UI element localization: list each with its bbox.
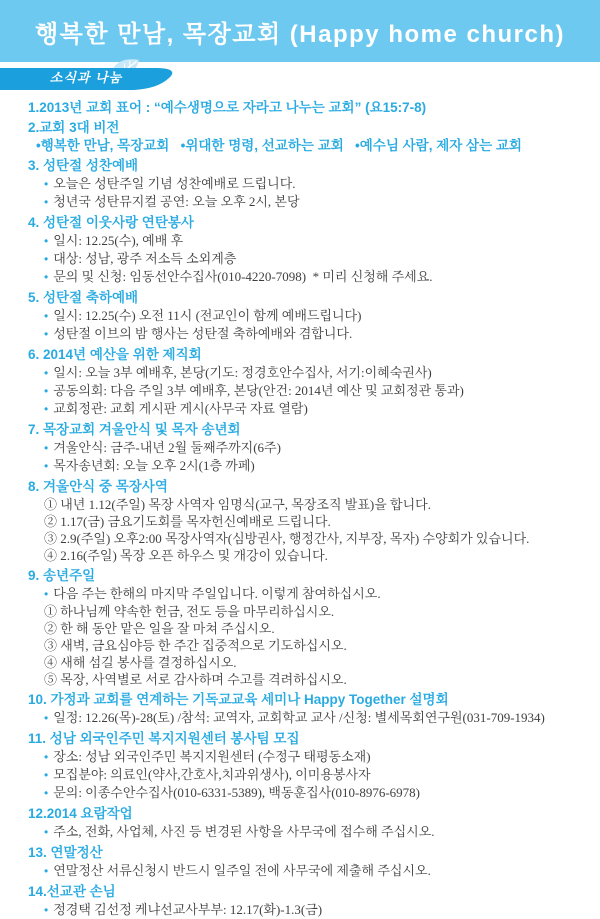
notice-item	[0, 805, 600, 841]
notice-item	[0, 567, 600, 688]
notice-heading: 1.2013년 교회 표어 : “예수생명으로 자라고 나누는 교회” (요15:7-8)	[28, 100, 427, 115]
notice-line	[44, 232, 592, 250]
notice-line	[44, 547, 592, 564]
bullet-icon: •	[44, 402, 49, 416]
notice-item	[0, 119, 600, 154]
notice-heading: 5. 성탄절 축하예배	[28, 290, 139, 305]
notice-line	[44, 784, 592, 802]
notice-line	[44, 382, 592, 400]
line-text: 일시: 오늘 3부 예배후, 본당(기도: 정경호안수집사, 서기:이혜숙권사)	[53, 365, 432, 380]
notice-heading: 4. 성탄절 이웃사랑 연탄봉사	[28, 215, 194, 230]
line-text: 일시: 12.25(수) 오전 11시 (전교인이 함께 예배드립니다)	[53, 308, 362, 323]
line-text: 교회정관: 교회 게시판 게시(사무국 자료 열람)	[53, 401, 308, 416]
notice-line	[44, 400, 592, 418]
notice-heading: 3. 성탄절 성찬예배	[28, 158, 139, 173]
notice-line	[44, 603, 592, 620]
bullet-icon: •	[44, 234, 49, 248]
notice-item	[0, 730, 600, 802]
line-text: 문의 및 신청: 임동선안수집사(010-4220-7098) * 미리 신청해 주세요.	[53, 269, 433, 284]
line-text: 일정: 12.26(목)-28(토) /참석: 교역자, 교회학교 교사 /신청: 별세목회연구원(031-709-1934)	[53, 710, 545, 725]
bullet-icon: •	[44, 309, 49, 323]
notice-heading: 6. 2014년 예산을 위한 제직회	[28, 347, 202, 362]
bullet-icon: •	[44, 459, 49, 473]
notice-line	[44, 530, 592, 547]
notice-line	[44, 862, 592, 880]
line-text: •행복한 만남, 목장교회 •위대한 명령, 선교하는 교회 •예수님 사람, 제자 삼는 교회	[36, 138, 522, 153]
notice-heading: 13. 연말정산	[28, 845, 103, 860]
line-text: 겨울안식: 금주-내년 2월 둘째주까지(6주)	[53, 440, 281, 455]
notice-line	[44, 513, 592, 530]
line-text: 정경택 김선정 케냐선교사부부: 12.17(화)-1.3(금)	[53, 902, 323, 917]
line-text: 청년국 성탄뮤지컬 공연: 오늘 오후 2시, 본당	[53, 194, 300, 209]
line-text: ⑤ 목장, 사역별로 서로 감사하며 수고를 격려하십시오.	[44, 672, 347, 687]
notice-item	[0, 844, 600, 880]
notice-line	[44, 307, 592, 325]
notice-line	[44, 250, 592, 268]
bullet-icon: •	[44, 864, 49, 878]
notice-heading: 8. 겨울안식 중 목장사역	[28, 479, 168, 494]
notice-line	[44, 709, 592, 727]
notice-heading: 14.선교관 손님	[28, 884, 116, 899]
notice-line	[44, 654, 592, 671]
notice-item	[0, 214, 600, 286]
notice-line	[44, 193, 592, 211]
ribbon-label: 소식과 나눔	[49, 70, 123, 85]
banner	[0, 0, 600, 62]
line-text: ① 내년 1.12(주일) 목장 사역자 임명식(교구, 목장조직 발표)을 합니다.	[44, 497, 431, 512]
bullet-icon: •	[44, 825, 49, 839]
bullet-icon: •	[44, 366, 49, 380]
notice-item	[0, 478, 600, 564]
notice-heading: 9. 송년주일	[28, 568, 96, 583]
notice-line	[44, 268, 592, 286]
notice-line	[44, 439, 592, 457]
line-text: 다음 주는 한해의 마지막 주일입니다. 이렇게 참여하십시오.	[53, 586, 381, 601]
line-text: 일시: 12.25(수), 예배 후	[53, 233, 184, 248]
bullet-icon: •	[44, 270, 49, 284]
line-text: 주소, 전화, 사업체, 사진 등 변경된 사항을 사무국에 접수해 주십시오.	[53, 824, 435, 839]
bullet-icon: •	[44, 252, 49, 266]
notice-line	[44, 823, 592, 841]
line-text: ② 한 해 동안 맡은 일을 잘 마쳐 주십시오.	[44, 621, 275, 636]
notice-line	[44, 457, 592, 475]
notice-heading: 12.2014 요람작업	[28, 806, 133, 821]
ribbon	[0, 64, 600, 94]
bullet-icon: •	[44, 750, 49, 764]
notice-line	[44, 748, 592, 766]
notice-heading: 2.교회 3대 비전	[28, 120, 120, 135]
line-text: 목자송년회: 오늘 오후 2시(1층 까페)	[53, 458, 255, 473]
line-text: 오늘은 성탄주일 기념 성찬예배로 드립니다.	[53, 176, 296, 191]
notice-item	[0, 99, 600, 116]
line-text: ④ 새해 섬길 봉사를 결정하십시오.	[44, 655, 237, 670]
notice-line	[44, 364, 592, 382]
notice-line	[44, 901, 592, 919]
notice-line	[44, 496, 592, 513]
line-text: 문의: 이종수안수집사(010-6331-5389), 백동훈집사(010-8976-6978)	[53, 785, 421, 800]
notice-line	[36, 137, 592, 154]
notice-line	[44, 325, 592, 343]
bullet-icon: •	[44, 177, 49, 191]
bullet-icon: •	[44, 195, 49, 209]
bullet-icon: •	[44, 768, 49, 782]
notice-item	[0, 883, 600, 919]
notice-item	[0, 346, 600, 418]
notice-item	[0, 421, 600, 475]
line-text: ③ 2.9(주일) 오후2:00 목장사역자(심방권사, 행정간사, 지부장, 목자) 수양회가 있습니다.	[44, 531, 530, 546]
bullet-icon: •	[44, 903, 49, 917]
notice-heading: 7. 목장교회 겨울안식 및 목자 송년회	[28, 422, 241, 437]
notice-line	[44, 766, 592, 784]
line-text: 장소: 성남 외국인주민 복지지원센터 (수정구 태평동소재)	[53, 749, 371, 764]
line-text: 모집분야: 의료인(약사,간호사,치과위생사), 이미용봉사자	[53, 767, 371, 782]
notice-heading: 11. 성남 외국인주민 복지지원센터 봉사팀 모집	[28, 731, 300, 746]
notice-line	[44, 620, 592, 637]
line-text: 성탄절 이브의 밤 행사는 성탄절 축하예배와 겸합니다.	[53, 326, 353, 341]
notice-line	[44, 637, 592, 654]
line-text: 연말정산 서류신청시 반드시 일주일 전에 사무국에 제출해 주십시오.	[53, 863, 431, 878]
notice-list	[0, 94, 600, 919]
line-text: 공동의회: 다음 주일 3부 예배후, 본당(안건: 2014년 예산 및 교회정관 통과)	[53, 383, 464, 398]
notice-heading: 10. 가정과 교회를 연계하는 기독교교육 세미나 Happy Together 설명회	[28, 692, 449, 707]
line-text: ③ 새벽, 금요심야등 한 주간 집중적으로 기도하십시오.	[44, 638, 347, 653]
notice-line	[44, 585, 592, 603]
line-text: ④ 2.16(주일) 목장 오픈 하우스 및 개강이 있습니다.	[44, 548, 328, 563]
line-text: ① 하나님께 약속한 헌금, 전도 등을 마무리하십시오.	[44, 604, 335, 619]
bullet-icon: •	[44, 327, 49, 341]
page-title: 행복한 만남, 목장교회 (Happy home church)	[34, 20, 566, 48]
notice-item	[0, 289, 600, 343]
line-text: 대상: 성남, 광주 저소득 소외계층	[53, 251, 237, 266]
notice-line	[44, 175, 592, 193]
bullet-icon: •	[44, 711, 49, 725]
bullet-icon: •	[44, 384, 49, 398]
bullet-icon: •	[44, 786, 49, 800]
bullet-icon: •	[44, 441, 49, 455]
line-text: ② 1.17(금) 금요기도회를 목자헌신예배로 드립니다.	[44, 514, 331, 529]
notice-item	[0, 157, 600, 211]
notice-line	[44, 671, 592, 688]
notice-item	[0, 691, 600, 727]
bullet-icon: •	[44, 587, 49, 601]
